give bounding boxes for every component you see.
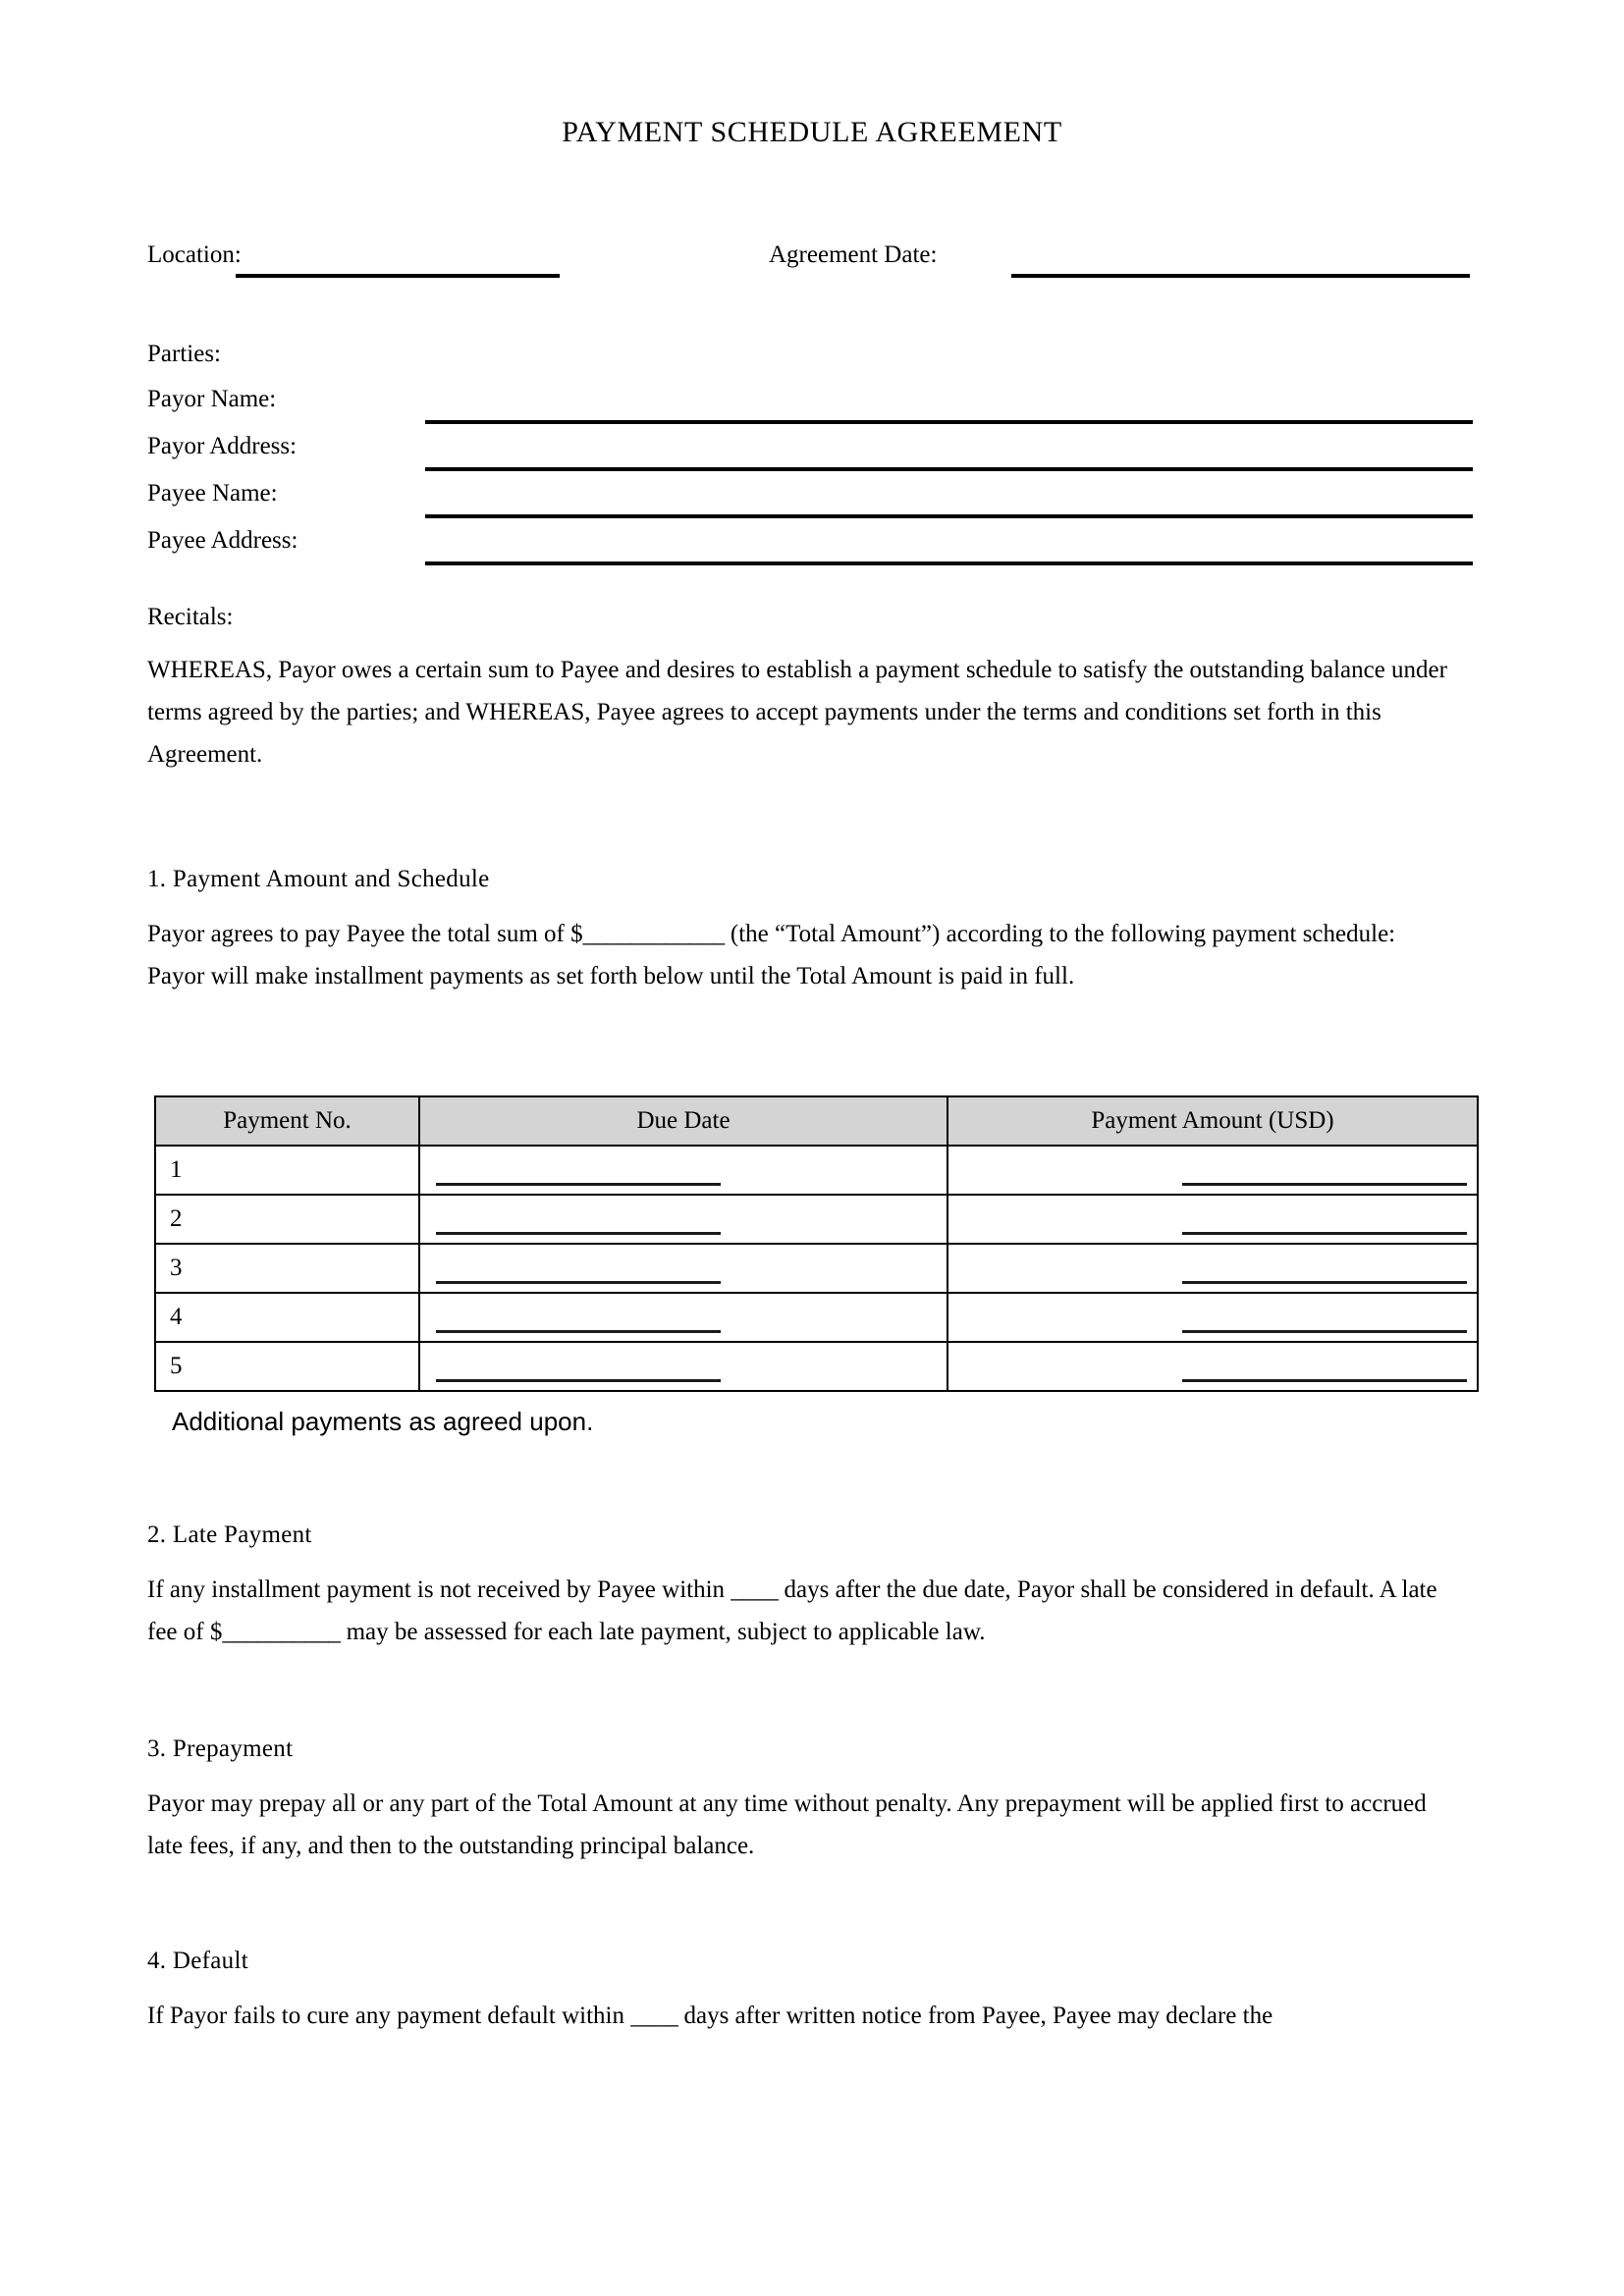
section-2-heading: 2. Late Payment	[147, 1522, 312, 1548]
payee-name-field	[147, 478, 1473, 525]
payor-address-field	[147, 431, 1473, 478]
due-date-input-rule[interactable]	[436, 1232, 721, 1235]
page-title: PAYMENT SCHEDULE AGREEMENT	[562, 116, 1062, 148]
cell-due-date[interactable]	[419, 1146, 947, 1195]
table-row	[155, 1195, 1478, 1244]
cell-payment-amount[interactable]	[947, 1293, 1478, 1342]
cell-due-date[interactable]	[419, 1342, 947, 1391]
payment-schedule-table	[154, 1095, 1479, 1392]
section-prepayment	[147, 1734, 1458, 1867]
section-1-text-after-blank: (the “Total Amount”) according to the following payment schedule: Payor will make installment payments as set forth below until the Total Amount is paid in full.	[147, 921, 1396, 989]
payment-no-value: 1	[170, 1156, 183, 1183]
total-amount-blank[interactable]: ____________	[582, 921, 725, 947]
payee-address-input-rule[interactable]	[425, 561, 1473, 565]
payment-no-value: 4	[170, 1304, 183, 1330]
payment-amount-input-rule[interactable]	[1182, 1183, 1467, 1186]
cell-payment-no	[155, 1342, 419, 1391]
cell-payment-amount[interactable]	[947, 1244, 1478, 1293]
payee-address-label: Payee Address:	[147, 527, 298, 554]
table-row	[155, 1293, 1478, 1342]
payment-no-value: 5	[170, 1353, 183, 1379]
payment-no-value: 2	[170, 1205, 183, 1232]
section-2-text-part1: If any installment payment is not received by Payee within	[147, 1576, 731, 1603]
agreement-date-label: Agreement Date:	[769, 241, 938, 268]
section-payment-amount-and-schedule	[147, 864, 1458, 997]
payment-table-note: Additional payments as agreed upon.	[172, 1407, 594, 1436]
column-header-payment-no: Payment No.	[155, 1096, 419, 1146]
section-2-text-part2: days after the due date, Payor shall be considered in default. A late fee of $	[147, 1576, 1437, 1645]
cell-payment-amount[interactable]	[947, 1195, 1478, 1244]
recitals-text: WHEREAS, Payor owes a certain sum to Payee and desires to establish a payment schedule to satisfy the outstanding balance under terms agreed by the parties; and WHEREAS, Payee agrees to accept payments under the terms and conditions set forth in this Agreement.	[147, 657, 1447, 768]
due-date-input-rule[interactable]	[436, 1183, 721, 1186]
payor-name-input-rule[interactable]	[425, 420, 1473, 424]
payor-name-label: Payor Name:	[147, 386, 277, 412]
section-3-heading: 3. Prepayment	[147, 1735, 294, 1762]
payee-address-field	[147, 525, 1473, 572]
cell-due-date[interactable]	[419, 1244, 947, 1293]
cell-payment-amount[interactable]	[947, 1342, 1478, 1391]
section-1-text	[147, 913, 1458, 997]
cell-payment-no	[155, 1146, 419, 1195]
section-default	[147, 1946, 1458, 2037]
payee-name-input-rule[interactable]	[425, 514, 1473, 518]
location-label: Location:	[147, 241, 242, 268]
payee-name-label: Payee Name:	[147, 480, 278, 507]
section-4-text	[147, 1995, 1458, 2037]
column-header-payment-amount: Payment Amount (USD)	[947, 1096, 1478, 1146]
cell-payment-no	[155, 1244, 419, 1293]
payment-amount-input-rule[interactable]	[1182, 1281, 1467, 1284]
recitals-heading: Recitals:	[147, 604, 234, 630]
payor-address-input-rule[interactable]	[425, 467, 1473, 471]
table-row	[155, 1244, 1478, 1293]
cell-due-date[interactable]	[419, 1195, 947, 1244]
agreement-date-input-rule[interactable]	[1011, 274, 1470, 278]
column-header-due-date: Due Date	[419, 1096, 947, 1146]
due-date-input-rule[interactable]	[436, 1379, 721, 1382]
payor-name-field	[147, 384, 1473, 431]
table-header-row	[155, 1096, 1478, 1146]
section-4-text-part1: If Payor fails to cure any payment default within	[147, 2002, 631, 2029]
header-fields-row	[147, 240, 1473, 280]
due-date-input-rule[interactable]	[436, 1330, 721, 1333]
cell-payment-no	[155, 1195, 419, 1244]
payment-amount-input-rule[interactable]	[1182, 1379, 1467, 1382]
payment-amount-input-rule[interactable]	[1182, 1232, 1467, 1235]
late-days-blank[interactable]: ____	[731, 1576, 779, 1603]
section-1-heading: 1. Payment Amount and Schedule	[147, 866, 490, 892]
due-date-input-rule[interactable]	[436, 1281, 721, 1284]
cell-due-date[interactable]	[419, 1293, 947, 1342]
payor-address-label: Payor Address:	[147, 433, 298, 459]
table-row	[155, 1342, 1478, 1391]
recitals-block	[147, 602, 1453, 775]
payment-no-value: 3	[170, 1255, 183, 1281]
section-late-payment	[147, 1520, 1458, 1653]
section-1-text-before-blank: Payor agrees to pay Payee the total sum of $	[147, 921, 583, 947]
location-input-rule[interactable]	[236, 274, 560, 278]
cell-payment-no	[155, 1293, 419, 1342]
section-2-text	[147, 1569, 1458, 1653]
section-4-text-part2: days after written notice from Payee, Payee may declare the	[677, 2002, 1273, 2029]
payment-amount-input-rule[interactable]	[1182, 1330, 1467, 1333]
table-row	[155, 1146, 1478, 1195]
parties-block	[147, 339, 1473, 572]
payment-schedule-table-wrapper	[154, 1095, 1471, 1392]
section-3-text: Payor may prepay all or any part of the Total Amount at any time without penalty. Any prepayment will be applied first to accrued late fees, if any, and then to the outstanding principal balance.	[147, 1790, 1427, 1859]
late-fee-blank[interactable]: __________	[222, 1619, 341, 1645]
cell-payment-amount[interactable]	[947, 1146, 1478, 1195]
section-4-heading: 4. Default	[147, 1948, 248, 1974]
default-cure-days-blank[interactable]: ____	[630, 2002, 678, 2029]
section-2-text-part3: may be assessed for each late payment, subject to applicable law.	[340, 1619, 986, 1645]
parties-heading: Parties:	[147, 341, 221, 367]
